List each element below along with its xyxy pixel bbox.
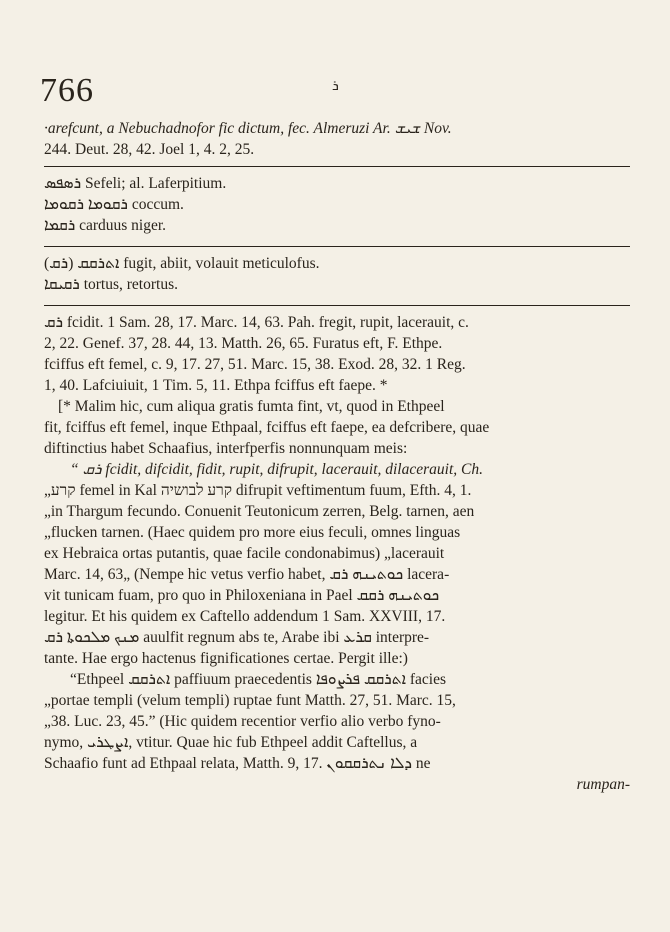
text-line: „38. Luc. 23, 45.” (Hic quidem recentior verfio alio verbo fyno- xyxy=(44,713,441,730)
catchword: rumpan- xyxy=(576,776,630,793)
text-line: ܪܣܦܣ Sefeli; al. Laferpitium. xyxy=(44,175,227,192)
text-line: ex Hebraica ortas putantis, quae facile condonabimus) „lacerauit xyxy=(44,545,445,562)
root-entries xyxy=(44,253,630,295)
text-line: vit tunicam fuam, pro quo in Philoxeniana in Pael ܟܘܬܝܢܗ ܪܩܩ xyxy=(44,587,440,604)
text-line: „קרע femel in Kal קרע לבושיה difrupit veftimentum fuum, Efth. 4, 1. xyxy=(44,482,472,499)
text-line: ܪܩܘܡܐ ܪܩܘܡܐ coccum. xyxy=(44,196,184,213)
text-line: 244. Deut. 28, 42. Joel 1, 4. 2, 25. xyxy=(44,141,255,158)
text-line: (ܪܩ) ܐܬܪܩܩ fugit, abiit, volauit meticulofus. xyxy=(44,255,320,272)
text-line: “Ethpeel ܐܬܪܩܩ paffiuum praecedentis ܐܬܪܩܩ ܦܪܨܘܦܐ facies xyxy=(70,671,446,688)
page-header xyxy=(40,72,640,112)
page-number: 766 xyxy=(40,72,94,109)
running-letter: ܪ xyxy=(332,78,339,94)
text-line: Marc. 14, 63„ (Nempe hic vetus verfio habet, ܟܘܬܝܢܗ ܪܩ lacera- xyxy=(44,566,450,583)
text-line: tante. Hae ergo hactenus fignificationes certae. Pergit ille:) xyxy=(44,650,408,667)
divider xyxy=(44,166,630,167)
main-entry xyxy=(44,312,630,795)
text-line: “ ܪܩ fcidit, difcidit, fidit, rupit, difrupit, lacerauit, dilacerauit, Ch. xyxy=(70,461,483,478)
text-line: 2, 22. Genef. 37, 28. 44, 13. Matth. 26, 65. Furatus eft, F. Ethpe. xyxy=(44,335,443,352)
text-line: ·arefcunt, a Nebuchadnofor fic dictum, fec. Almeruzi Ar. ܫܝܫ Nov. xyxy=(44,120,452,137)
text-line: [* Malim hic, cum aliqua gratis fumta fint, vt, quod in Ethpeel xyxy=(58,398,445,415)
text-line: „flucken tarnen. (Haec quidem pro more eius feculi, omnes linguas xyxy=(44,524,461,541)
text-line: „portae templi (velum templi) ruptae funt Matth. 27, 51. Marc. 15, xyxy=(44,692,456,709)
entry-continuation xyxy=(44,118,630,160)
plant-entries xyxy=(44,173,630,236)
text-line: Schaafio funt ad Ethpaal relata, Matth. 9, 17. ܕܠܐ ܢܬܪܩܩܘܢ ne xyxy=(44,755,431,772)
text-line: 1, 40. Lafciuiuit, 1 Tim. 5, 11. Ethpa fciffus eft faepe. * xyxy=(44,377,388,394)
text-line: ܪܩ fcidit. 1 Sam. 28, 17. Marc. 14, 63. Pah. fregit, rupit, lacerauit, c. xyxy=(44,314,469,331)
text-line: diftinctius habet Schaafius, interfperfis nonnunquam meis: xyxy=(44,440,408,457)
divider xyxy=(44,246,630,247)
text-line: ܡܢܟ ܡܠܟܘܬܐ ܪܩ auulfit regnum abs te, Arabe ibi ܩܪܥ interpre- xyxy=(44,629,430,646)
text-line: „in Thargum fecundo. Conuenit Teutonicum zerren, Belg. tarnen, aen xyxy=(44,503,475,520)
dictionary-text xyxy=(44,118,630,795)
text-line: ܪܩܡܐ carduus niger. xyxy=(44,217,167,234)
text-line: nymo, ܐܨܛܪܝ, vtitur. Quae hic fub Ethpeel addit Caftellus, a xyxy=(44,734,418,751)
text-line: fit, fciffus eft femel, inque Ethpaal, fciffus eft faepe, ea defcribere, quae xyxy=(44,419,490,436)
divider xyxy=(44,305,630,306)
text-line: legitur. Et his quidem ex Caftello addendum 1 Sam. XXVIII, 17. xyxy=(44,608,446,625)
text-line: ܪܩܝܩܐ tortus, retortus. xyxy=(44,276,178,293)
text-line: fciffus eft femel, c. 9, 17. 27, 51. Marc. 15, 38. Exod. 28, 32. 1 Reg. xyxy=(44,356,466,373)
